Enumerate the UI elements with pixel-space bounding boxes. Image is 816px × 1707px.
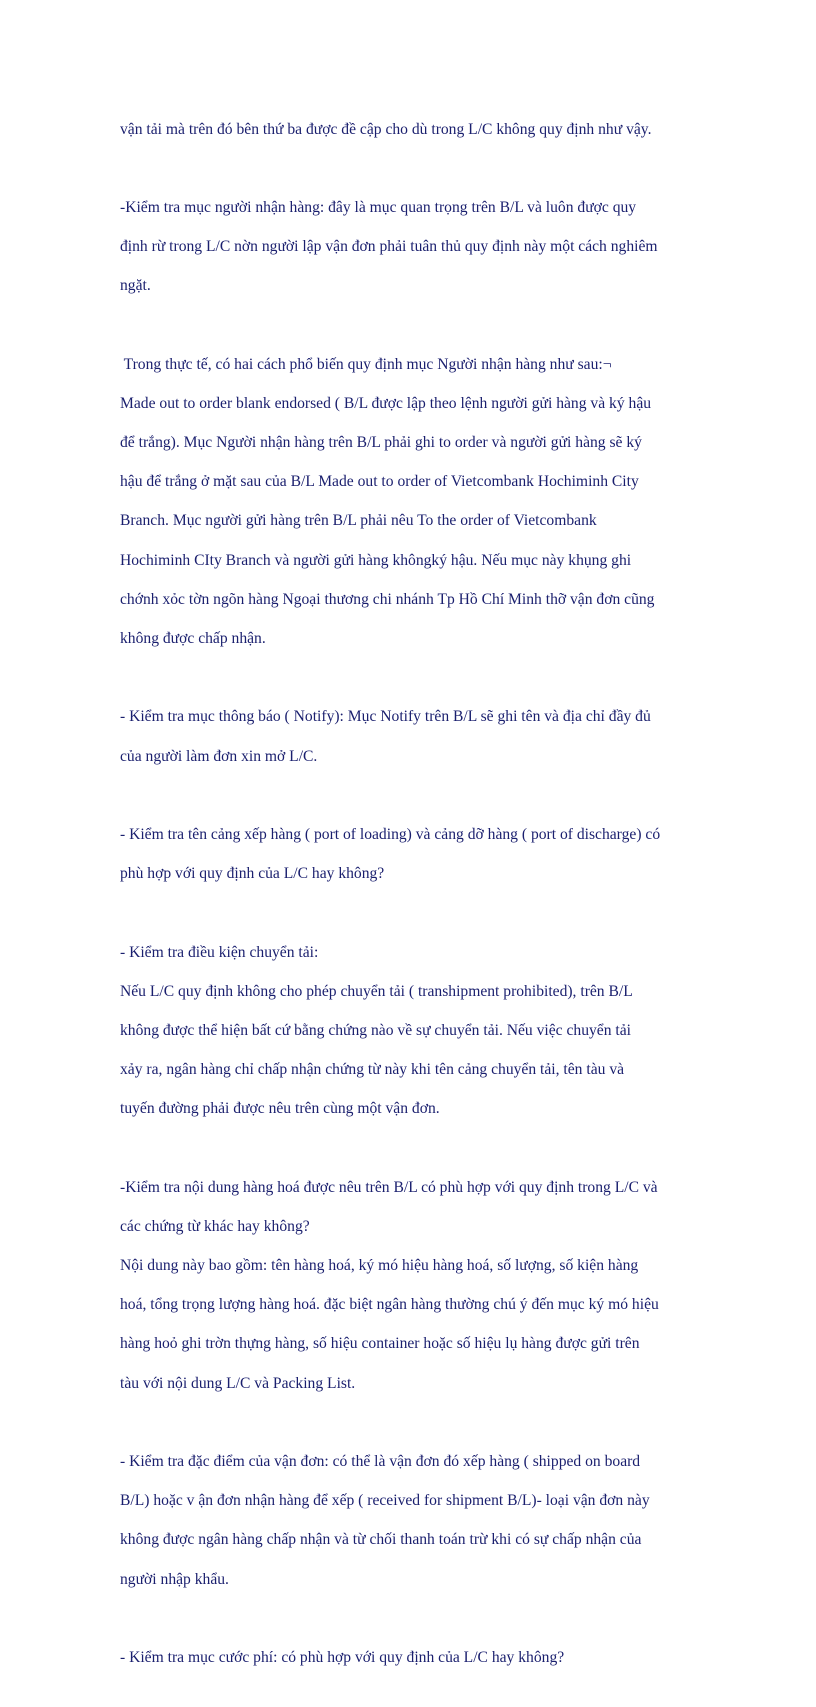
text-line: hậu để trắng ở mặt sau của B/L Made out to order of Vietcombank Hochiminh City — [120, 473, 639, 491]
paragraph-9 — [120, 1628, 705, 1687]
text-line: B/L) hoặc v ận đơn nhận hàng để xếp ( received for shipment B/L)- loại vận đơn này — [120, 1492, 650, 1510]
text-line: - Kiểm tra mục thông báo ( Notify): Mục Notify trên B/L sẽ ghi tên và địa chỉ đầy đủ — [120, 708, 651, 726]
text-line: hoá, tổng trọng lượng hàng hoá. đặc biệt ngân hàng thường chú ý đến mục ký mó hiệu — [120, 1296, 659, 1314]
text-line: không được thể hiện bất cứ bằng chứng nào về sự chuyển tải. Nếu việc chuyển tải — [120, 1021, 632, 1039]
text-line: Trong thực tế, có hai cách phổ biến quy định mục Người nhận hàng như sau:¬ — [120, 355, 612, 373]
paragraph-6 — [120, 923, 705, 1139]
text-line: - Kiểm tra tên cảng xếp hàng ( port of loading) và cảng dỡ hàng ( port of discharge) có — [120, 825, 661, 843]
text-line: để trắng). Mục Người nhận hàng trên B/L phải ghi to order và người gửi hàng sẽ ký — [120, 434, 642, 452]
paragraph-8 — [120, 1432, 705, 1608]
text-line: phù hợp với quy định của L/C hay không? — [120, 865, 385, 883]
text-line: -Kiểm tra mục người nhận hàng: đây là mục quan trọng trên B/L và luôn được quy — [120, 198, 637, 216]
text-line: Hochiminh CIty Branch và người gửi hàng khôngký hậu. Nếu mục này khụng ghi — [120, 551, 632, 569]
text-line: - Kiểm tra mục cước phí: có phù hợp với quy định của L/C hay không? — [120, 1648, 565, 1666]
text-line: Branch. Mục người gửi hàng trên B/L phải nêu To the order of Vietcombank — [120, 512, 597, 530]
paragraph-5 — [120, 805, 705, 903]
text-line: tuyến đường phải được nêu trên cùng một vận đơn. — [120, 1100, 440, 1118]
text-line: không được chấp nhận. — [120, 630, 266, 648]
paragraph-2 — [120, 178, 705, 315]
text-line: - Kiểm tra đặc điểm của vận đơn: có thể là vận đơn đó xếp hàng ( shipped on board — [120, 1452, 641, 1470]
text-line: của người làm đơn xin mở L/C. — [120, 747, 318, 765]
text-line: chớnh xỏc tờn ngõn hàng Ngoại thương chi nhánh Tp Hồ Chí Minh thỡ vận đơn cũng — [120, 590, 655, 608]
paragraph-1 — [120, 100, 705, 159]
text-line: định rừ trong L/C nờn người lập vận đơn phải tuân thủ quy định này một cách nghiêm — [120, 238, 658, 256]
text-line: người nhập khẩu. — [120, 1570, 229, 1588]
text-line: -Kiểm tra nội dung hàng hoá được nêu trên B/L có phù hợp với quy định trong L/C và — [120, 1178, 658, 1196]
paragraph-7 — [120, 1158, 705, 1413]
paragraph-3 — [120, 335, 705, 668]
text-line: hàng hoỏ ghi trờn thựng hàng, số hiệu container hoặc số hiệu lụ hàng được gửi trên — [120, 1335, 640, 1353]
text-line: xảy ra, ngân hàng chỉ chấp nhận chứng từ này khi tên cảng chuyển tải, tên tàu và — [120, 1061, 625, 1079]
text-line: Nếu L/C quy định không cho phép chuyển tải ( transhipment prohibited), trên B/L — [120, 982, 633, 1000]
text-line: không được ngân hàng chấp nhận và từ chối thanh toán trừ khi có sự chấp nhận của — [120, 1531, 642, 1549]
text-line: tàu với nội dung L/C và Packing List. — [120, 1374, 356, 1392]
text-line: - Kiểm tra điều kiện chuyển tải: — [120, 943, 319, 961]
text-line: Made out to order blank endorsed ( B/L được lập theo lệnh người gửi hàng và ký hậu — [120, 394, 652, 412]
document-page — [120, 100, 705, 1707]
text-line: các chứng từ khác hay không? — [120, 1217, 310, 1235]
text-line: vận tải mà trên đó bên thứ ba được đề cập cho dù trong L/C không quy định như vậy. — [120, 120, 652, 138]
paragraph-4 — [120, 688, 705, 786]
text-line: ngặt. — [120, 277, 151, 295]
text-line: Nội dung này bao gồm: tên hàng hoá, ký mó hiệu hàng hoá, số lượng, số kiện hàng — [120, 1257, 639, 1275]
